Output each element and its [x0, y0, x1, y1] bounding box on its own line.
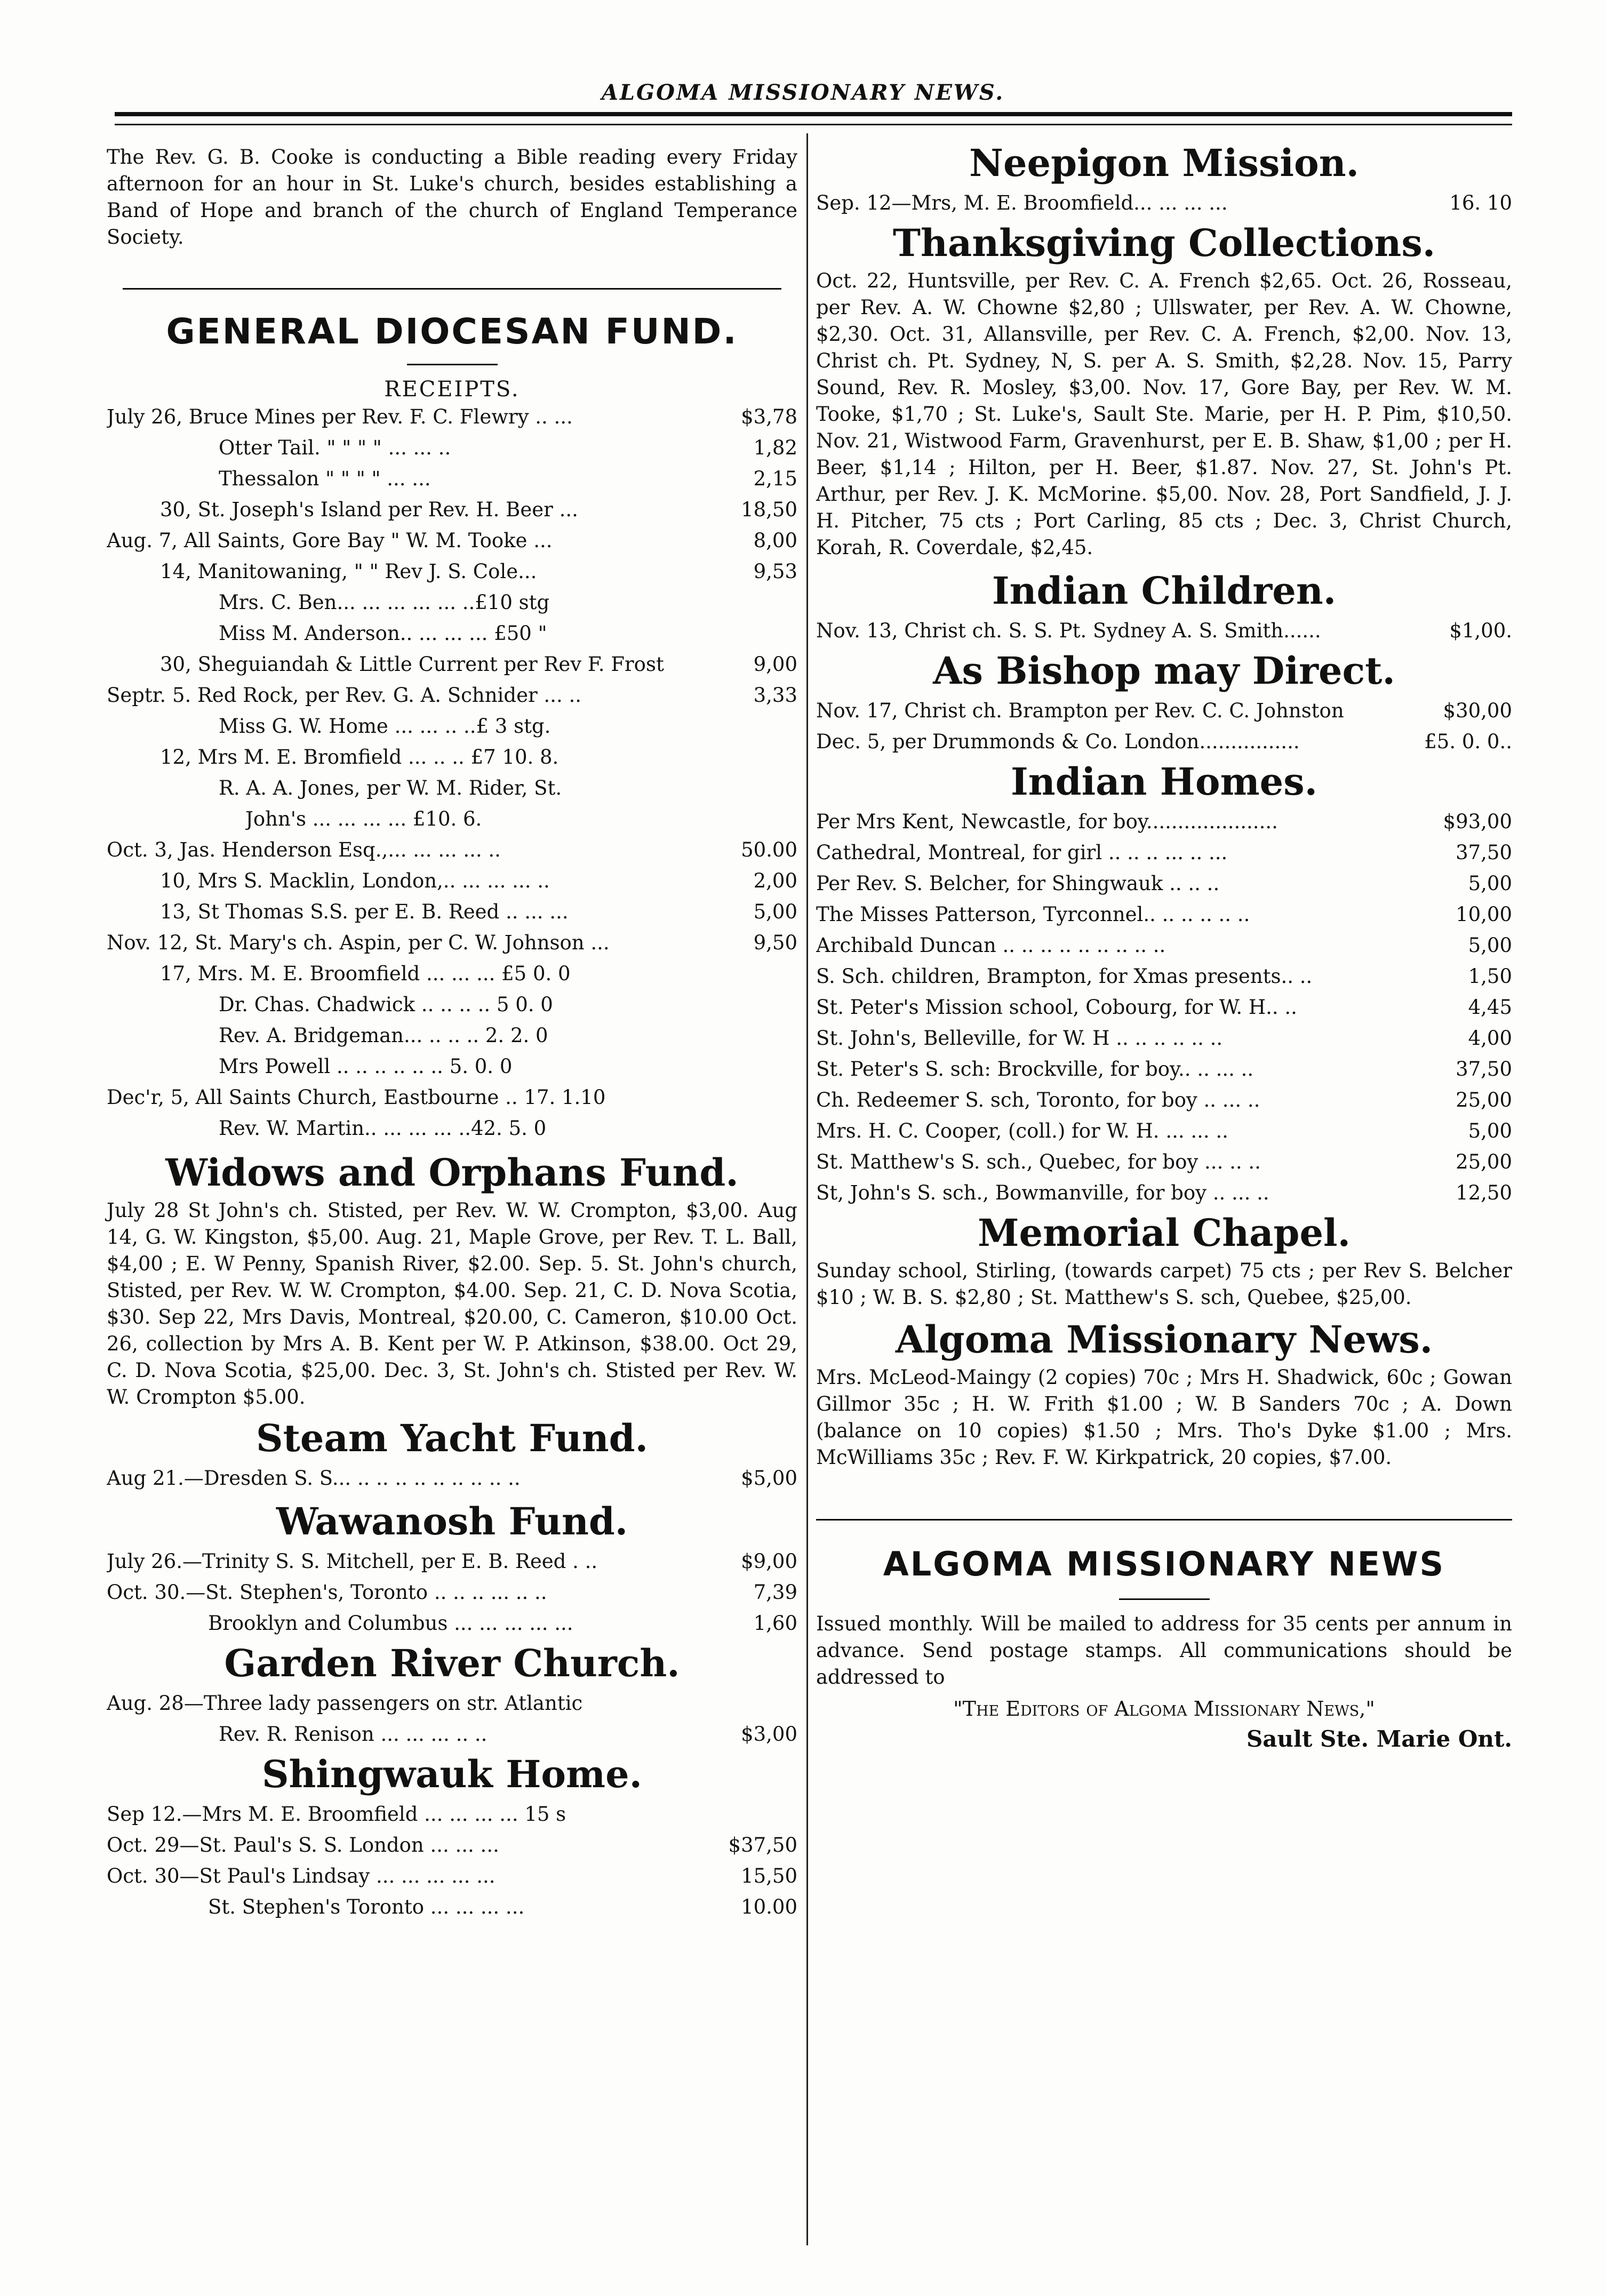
ledger-entry-amount [791, 711, 797, 742]
ledger-entry-amount: $3,78 [741, 405, 797, 428]
ledger-row [816, 1116, 1512, 1147]
garden-title: Garden River Church. [224, 1641, 680, 1685]
ledger-entry-label: St, John's S. sch., Bowmanville, for boy .. ... .. [816, 1181, 1269, 1204]
ledger-entry-label: Miss M. Anderson.. ... ... ... £50 " [219, 622, 547, 645]
ledger-row [816, 1023, 1512, 1054]
ledger-entry-amount: 25,00 [1456, 1089, 1512, 1111]
neepigon-title: Neepigon Mission. [969, 141, 1359, 185]
shingwauk-list [107, 1799, 797, 1923]
ledger-row [816, 1178, 1512, 1209]
widows-title: Widows and Orphans Fund. [165, 1150, 739, 1195]
amn-title: Algoma Missionary News. [895, 1317, 1433, 1362]
ledger-row [107, 1719, 797, 1750]
ledger-entry-amount [791, 618, 797, 649]
gdf-title: GENERAL DIOCESAN FUND. [166, 311, 738, 352]
ledger-row [816, 992, 1512, 1023]
ledger-row [816, 930, 1512, 961]
ledger-entry-label: 30, Sheguiandah & Little Current per Rev F. Frost [160, 653, 664, 676]
ledger-entry-amount: 2,00 [753, 869, 797, 892]
ledger-entry-amount: 1,50 [1468, 965, 1512, 988]
ledger-entry-label: Per Rev. S. Belcher, for Shingwauk .. .. .. [816, 872, 1220, 895]
thanks-title: Thanksgiving Collections. [892, 221, 1436, 265]
ledger-row [107, 494, 797, 525]
ledger-entry-amount: 12,50 [1456, 1181, 1512, 1204]
ledger-row [107, 1051, 797, 1082]
ledger-entry-amount: 5,00 [1468, 1119, 1512, 1142]
receipts-label: RECEIPTS. [384, 377, 520, 402]
ledger-entry-amount: £5. 0. 0.. [1424, 730, 1512, 753]
ledger-entry-amount: 7,39 [753, 1581, 797, 1604]
steam-list [107, 1463, 797, 1494]
ledger-entry-amount: 5,00 [1468, 934, 1512, 957]
ledger-entry-label: 14, Manitowaning, " " Rev J. S. Cole... [160, 560, 537, 583]
header-rule [115, 112, 1512, 116]
ledger-entry-amount: 18,50 [741, 498, 797, 521]
wawanosh-list [107, 1546, 797, 1639]
ledger-entry-amount: 50.00 [741, 838, 797, 861]
ledger-entry-amount: 9,00 [753, 653, 797, 676]
ledger-entry-label: Aug. 7, All Saints, Gore Bay " W. M. Tooke ... [107, 529, 553, 552]
ledger-row [816, 726, 1512, 757]
ledger-entry-amount [791, 1051, 797, 1082]
ledger-row [816, 188, 1512, 219]
ledger-entry-label: Mrs. H. C. Cooper, (coll.) for W. H. ... ... .. [816, 1119, 1228, 1142]
ledger-row [816, 615, 1512, 646]
right-column [816, 139, 1512, 1752]
ledger-row [816, 1054, 1512, 1085]
ledger-row [107, 1892, 797, 1923]
ledger-entry-label: Dec'r, 5, All Saints Church, Eastbourne .. 17. 1.10 [107, 1086, 606, 1109]
ledger-entry-label: Aug. 28—Three lady passengers on str. Atlantic [107, 1692, 583, 1715]
ledger-row [107, 958, 797, 989]
ledger-entry-amount [791, 1113, 797, 1144]
ledger-row [107, 1688, 797, 1719]
ledger-entry-label: Mrs Powell .. .. .. .. .. .. 5. 0. 0 [219, 1055, 513, 1078]
ledger-entry-label: 12, Mrs M. E. Bromfield ... .. .. £7 10. 8. [160, 746, 559, 769]
ledger-entry-amount: 9,53 [753, 560, 797, 583]
ledger-entry-label: Nov. 13, Christ ch. S. S. Pt. Sydney A. S. Smith...... [816, 619, 1321, 642]
ledger-entry-amount [791, 587, 797, 618]
header-rule-thin [115, 124, 1512, 125]
indian-children-list [816, 615, 1512, 646]
ledger-entry-label: Archibald Duncan .. .. .. .. .. .. .. .. .. [816, 934, 1166, 957]
ledger-entry-amount: 25,00 [1456, 1150, 1512, 1173]
ledger-row [816, 1147, 1512, 1178]
ledger-entry-amount [791, 958, 797, 989]
amn-paragraph: Mrs. McLeod-Maingy (2 copies) 70c ; Mrs H. Shadwick, 60c ; Gowan Gillmor 35c ; H. W. Frith $1.00 ; W. B Sanders 70c ; A. Down (balance on 10 copies) $1.50 ; Mrs. Tho's Dyke $1.00 ; Mrs. McWilliams 35c ; Rev. F. W. Kirkpatrick, 20 copies, $7.00. [816, 1366, 1512, 1469]
ledger-row [107, 773, 797, 804]
ledger-entry-amount [791, 773, 797, 804]
ledger-entry-label: Rev. W. Martin.. ... ... ... ..42. 5. 0 [219, 1117, 547, 1140]
ledger-row [107, 1113, 797, 1144]
ledger-row [107, 1020, 797, 1051]
ledger-entry-amount: $93,00 [1443, 810, 1512, 833]
notice-address: Sault Ste. Marie Ont. [1246, 1726, 1512, 1752]
ledger-entry-label: The Misses Patterson, Tyrconnel.. .. .. .. .. .. [816, 903, 1250, 926]
ledger-entry-amount: $3,00 [741, 1723, 797, 1746]
running-head: ALGOMA MISSIONARY NEWS. [601, 80, 1005, 105]
ledger-entry-label: St. Matthew's S. sch., Quebec, for boy ... .. .. [816, 1150, 1261, 1173]
ledger-row [107, 1830, 797, 1861]
ledger-entry-label: Per Mrs Kent, Newcastle, for boy..................... [816, 810, 1278, 833]
ledger-entry-amount: 16. 10 [1449, 191, 1512, 214]
ledger-entry-amount: 8,00 [753, 529, 797, 552]
ledger-row [107, 649, 797, 680]
ledger-entry-label: Thessalon " " " " ... ... [219, 467, 431, 490]
shingwauk-title: Shingwauk Home. [261, 1752, 643, 1796]
ledger-entry-label: St. John's, Belleville, for W. H .. .. .. .. .. .. [816, 1027, 1223, 1050]
ledger-entry-label: Sep 12.—Mrs M. E. Broomfield ... ... ... ... 15 s [107, 1803, 566, 1826]
ledger-row [816, 806, 1512, 837]
ledger-entry-amount [791, 1082, 797, 1113]
ledger-entry-amount: 4,45 [1468, 996, 1512, 1019]
ledger-entry-amount [791, 1688, 797, 1719]
ledger-row [816, 961, 1512, 992]
ledger-entry-label: 13, St Thomas S.S. per E. B. Reed .. ... ... [160, 900, 569, 923]
ledger-row [107, 866, 797, 897]
ledger-entry-amount: $9,00 [741, 1550, 797, 1573]
steam-title: Steam Yacht Fund. [256, 1416, 648, 1460]
ledger-row [107, 1608, 797, 1639]
ledger-row [107, 463, 797, 494]
ledger-entry-label: John's ... ... ... ... £10. 6. [245, 807, 482, 830]
ledger-row [107, 897, 797, 927]
indian-homes-title: Indian Homes. [1010, 759, 1317, 804]
ledger-entry-label: St. Stephen's Toronto ... ... ... ... [208, 1895, 525, 1918]
ledger-entry-label: St. Peter's Mission school, Cobourg, for W. H.. .. [816, 996, 1297, 1019]
memorial-title: Memorial Chapel. [978, 1211, 1351, 1255]
ledger-row [107, 618, 797, 649]
ledger-entry-amount [791, 742, 797, 773]
memorial-paragraph: Sunday school, Stirling, (towards carpet) 75 cts ; per Rev S. Belcher $10 ; W. B. S. $2,80 ; St. Matthew's S. sch, Quebee, $25,00. [816, 1259, 1512, 1309]
ledger-entry-label: Miss G. W. Home ... ... .. ..£ 3 stg. [219, 715, 551, 738]
ledger-entry-amount: 10,00 [1456, 903, 1512, 926]
ledger-entry-amount: 1,82 [753, 436, 797, 459]
ledger-entry-amount: 37,50 [1456, 1058, 1512, 1081]
notice-paragraph: Issued monthly. Will be mailed to address for 35 cents per annum in advance. Send postage stamps. All communications should be addressed to [816, 1612, 1512, 1689]
ledger-row [107, 680, 797, 711]
wawanosh-title: Wawanosh Fund. [276, 1499, 628, 1543]
ledger-entry-label: R. A. A. Jones, per W. M. Rider, St. [219, 777, 562, 799]
short-rule [1119, 1598, 1210, 1600]
ledger-entry-amount: 37,50 [1456, 841, 1512, 864]
ledger-row [107, 556, 797, 587]
ledger-row [107, 1799, 797, 1830]
ledger-row [107, 742, 797, 773]
ledger-entry-label: Rev. R. Renison ... ... ... .. .. [219, 1723, 488, 1746]
thanks-paragraph: Oct. 22, Huntsville, per Rev. C. A. French $2,65. Oct. 26, Rosseau, per Rev. A. W. Chowne $2,80 ; Ullswater, per Rev. A. W. Chowne, $2,30. Oct. 31, Allansville, per Rev. C. A. French, $2,00. Nov. 13, Christ ch. Pt. Sydney, N, S. per A. S. Smith, $2,28. Nov. 15, Parry Sound, Rev. R. Mosley, $3,00. Nov. 17, Gore Bay, per Rev. W. M. Tooke, $1,70 ; St. Luke's, Sault Ste. Marie, per H. P. Pim, $10,50. Nov. 21, Wistwood Farm, Gravenhurst, per E. B. Shaw, $1,00 ; per H. Beer, $1,14 ; Hilton, per H. Beer, $1.87. Nov. 27, St. John's Pt. Arthur, per Rev. J. K. McMorine. $5,00. Nov. 28, Port Sandfield, J. J. H. Pitcher, 75 cts ; Port Carling, 85 cts ; Dec. 3, Christ Church, Korah, R. Coverdale, $2,45. [816, 269, 1512, 559]
intro-paragraph: The Rev. G. B. Cooke is conducting a Bible reading every Friday afternoon for an hour in St. Luke's church, besides establishing a Band of Hope and branch of the church of England Temperance Society. [107, 146, 797, 249]
ledger-entry-label: Oct. 3, Jas. Henderson Esq.,... ... ... ... .. [107, 838, 501, 861]
ledger-row [107, 835, 797, 866]
widows-paragraph: July 28 St John's ch. Stisted, per Rev. W. W. Crompton, $3,00. Aug 14, G. W. Kingston, $5,00. Aug. 21, Maple Grove, per Rev. T. L. Ball, $4,00 ; E. W Penny, Spanish River, $2.00. Sep. 5. St. John's church, Stisted, per Rev. W. W. Crompton, $4.00. Sep. 21, C. D. Nova Scotia, $30. Sep 22, Mrs Davis, Montreal, $20.00, C. Cameron, $10.00 Oct. 26, collection by Mrs A. B. Kent per W. P. Atkinson, $38.00. Oct 29, C. D. Nova Scotia, $25,00. Dec. 3, St. John's ch. Stisted per Rev. W. W. Crompton $5.00. [107, 1199, 797, 1409]
ledger-entry-label: 30, St. Joseph's Island per Rev. H. Beer ... [160, 498, 578, 521]
ledger-entry-amount: 1,60 [753, 1612, 797, 1635]
bishop-title: As Bishop may Direct. [933, 649, 1395, 693]
ledger-entry-label: July 26.—Trinity S. S. Mitchell, per E. B. Reed . .. [107, 1550, 598, 1573]
ledger-entry-label: Nov. 12, St. Mary's ch. Aspin, per C. W. Johnson ... [107, 931, 610, 954]
notice-title: ALGOMA MISSIONARY NEWS [883, 1545, 1445, 1583]
ledger-row [107, 927, 797, 958]
ledger-entry-amount: $37,50 [728, 1834, 797, 1857]
ledger-row [107, 989, 797, 1020]
ledger-entry-label: Cathedral, Montreal, for girl .. .. .. ... .. ... [816, 841, 1228, 864]
ledger-row [816, 868, 1512, 899]
ledger-entry-label: Mrs. C. Ben... ... ... ... ... ..£10 stg [219, 591, 550, 614]
ledger-entry-label: 17, Mrs. M. E. Broomfield ... ... ... £5 0. 0 [160, 962, 571, 985]
ledger-row [107, 1463, 797, 1494]
ledger-entry-label: Dr. Chas. Chadwick .. .. .. .. 5 0. 0 [219, 993, 553, 1016]
section-rule [816, 1519, 1512, 1521]
ledger-entry-amount: 2,15 [753, 467, 797, 490]
ledger-entry-amount: 5,00 [1468, 872, 1512, 895]
ledger-entry-amount: $30,00 [1443, 699, 1512, 722]
ledger-row [107, 1546, 797, 1577]
ledger-entry-label: Nov. 17, Christ ch. Brampton per Rev. C. C. Johnston [816, 699, 1344, 722]
ledger-entry-label: Sep. 12—Mrs, M. E. Broomfield... ... ... ... [816, 191, 1228, 214]
ledger-entry-amount: 9,50 [753, 931, 797, 954]
ledger-row [107, 433, 797, 463]
ledger-row [107, 1861, 797, 1892]
ledger-entry-label: Aug 21.—Dresden S. S... .. .. .. .. .. .. .. .. .. [107, 1467, 521, 1490]
indian-homes-list [816, 806, 1512, 1209]
ledger-row [107, 804, 797, 835]
bishop-list [816, 695, 1512, 757]
gdf-list [107, 402, 797, 1144]
ledger-entry-amount: $5,00 [741, 1467, 797, 1490]
ledger-entry-amount [791, 1799, 797, 1830]
ledger-entry-amount [791, 804, 797, 835]
ledger-entry-label: Oct. 30—St Paul's Lindsay ... ... ... ... ... [107, 1865, 496, 1887]
notice-quote: "The Editors of Algoma Missionary News," [953, 1697, 1375, 1721]
ledger-entry-label: Otter Tail. " " " " ... ... .. [219, 436, 451, 459]
ledger-entry-amount: 10.00 [741, 1895, 797, 1918]
column-divider [806, 133, 808, 2245]
left-column [107, 139, 797, 1923]
ledger-entry-label: Brooklyn and Columbus ... ... ... ... ... [208, 1612, 573, 1635]
ledger-entry-amount [791, 1020, 797, 1051]
ledger-entry-label: Dec. 5, per Drummonds & Co. London................ [816, 730, 1300, 753]
ledger-entry-label: Oct. 30.—St. Stephen's, Toronto .. .. .. ... .. .. [107, 1581, 547, 1604]
ledger-entry-label: S. Sch. children, Brampton, for Xmas presents.. .. [816, 965, 1313, 988]
ledger-row [816, 837, 1512, 868]
ledger-row [107, 1082, 797, 1113]
indian-children-title: Indian Children. [992, 569, 1337, 613]
ledger-entry-label: Oct. 29—St. Paul's S. S. London ... ... ... [107, 1834, 499, 1857]
section-rule [123, 288, 781, 290]
ledger-entry-label: St. Peter's S. sch: Brockville, for boy.. .. ... .. [816, 1058, 1254, 1081]
ledger-row [816, 695, 1512, 726]
ledger-entry-amount [791, 989, 797, 1020]
ledger-entry-label: July 26, Bruce Mines per Rev. F. C. Flewry .. ... [107, 405, 573, 428]
ledger-row [107, 711, 797, 742]
ledger-entry-amount: $1,00. [1449, 619, 1512, 642]
garden-list [107, 1688, 797, 1750]
ledger-entry-label: Septr. 5. Red Rock, per Rev. G. A. Schnider ... .. [107, 684, 581, 707]
ledger-row [107, 587, 797, 618]
ledger-row [107, 1577, 797, 1608]
ledger-row [107, 525, 797, 556]
neepigon-list [816, 188, 1512, 219]
ledger-entry-label: 10, Mrs S. Macklin, London,.. ... ... ... .. [160, 869, 550, 892]
ledger-row [816, 1085, 1512, 1116]
ledger-row [816, 899, 1512, 930]
ledger-entry-amount: 5,00 [753, 900, 797, 923]
ledger-entry-amount: 15,50 [741, 1865, 797, 1887]
ledger-entry-amount: 3,33 [753, 684, 797, 707]
short-rule [407, 364, 498, 365]
ledger-entry-label: Ch. Redeemer S. sch, Toronto, for boy .. ... .. [816, 1089, 1260, 1111]
ledger-entry-amount: 4,00 [1468, 1027, 1512, 1050]
ledger-entry-label: Rev. A. Bridgeman... .. .. .. 2. 2. 0 [219, 1024, 548, 1047]
ledger-row [107, 402, 797, 433]
